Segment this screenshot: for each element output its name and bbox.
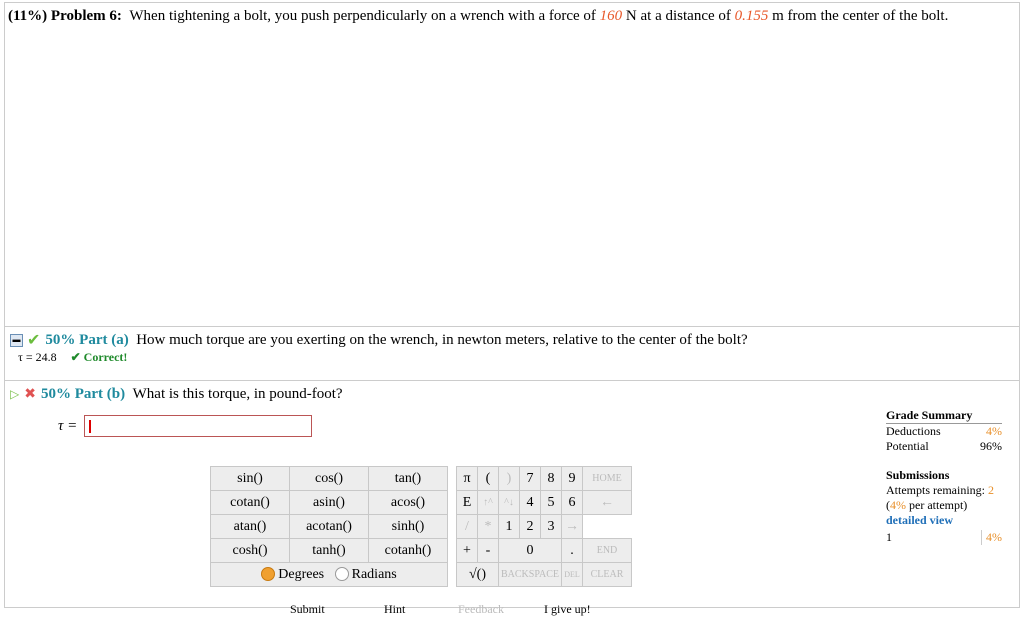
attempts-label: Attempts remaining: [886,483,985,497]
cotan-button[interactable]: cotan() [211,491,290,515]
grade-summary [886,408,1002,545]
degrees-radio[interactable] [261,567,324,582]
problem-label: Problem 6: [50,8,122,24]
potential-value: 96% [980,439,1002,453]
pi-button[interactable]: π [457,467,478,491]
part-b-weight: 50% [40,386,71,402]
home-button[interactable]: HOME [583,467,632,491]
cross-icon: ✖ [24,387,36,402]
attempts-value: 2 [987,483,994,497]
digit-1[interactable]: 1 [499,515,520,539]
atan-button[interactable]: atan() [211,515,290,539]
hint-button[interactable]: Hint [384,602,406,616]
cotanh-button[interactable]: cotanh() [369,539,448,563]
lparen-button[interactable]: ( [478,467,499,491]
answer-input[interactable] [84,415,312,437]
sinh-button[interactable]: sinh() [369,515,448,539]
deductions-label: Deductions [886,424,941,438]
asin-button[interactable]: asin() [290,491,369,515]
problem-statement [8,8,948,25]
problem-percent: (11%) [8,8,48,24]
del-button[interactable]: DEL [562,563,583,587]
feedback-button[interactable]: Feedback [458,602,504,616]
expand-arrow-icon[interactable]: ▷ [10,387,20,401]
tanh-button[interactable]: tanh() [290,539,369,563]
tan-button[interactable]: tan() [369,467,448,491]
clear-button[interactable]: CLEAR [583,563,632,587]
radians-radio[interactable] [335,567,397,582]
submission-pct: 4% [981,530,1002,545]
potential-label: Potential [886,439,929,453]
deductions-row [886,424,1002,439]
part-a-result [18,350,127,365]
cosh-button[interactable]: cosh() [211,539,290,563]
cos-button[interactable]: cos() [290,467,369,491]
digit-6[interactable]: 6 [562,491,583,515]
attempts-row [886,483,1002,498]
acotan-button[interactable]: acotan() [290,515,369,539]
correct-status: ✔ Correct! [70,350,128,364]
divider [4,326,1020,327]
part-a-header [10,330,748,350]
sin-button[interactable]: sin() [211,467,290,491]
degrees-label: Degrees [278,566,325,582]
problem-text-c: m from the center of the bolt. [772,8,949,24]
e-button[interactable]: E [457,491,478,515]
digit-7[interactable]: 7 [520,467,541,491]
angle-mode [211,563,448,587]
part-b-header [10,386,343,403]
digit-4[interactable]: 4 [520,491,541,515]
per-attempt-row [886,498,1002,513]
minus-button[interactable]: - [478,539,499,563]
detailed-view-link[interactable]: detailed view [886,513,953,527]
digit-3[interactable]: 3 [541,515,562,539]
left-arrow-button[interactable]: ← [583,491,632,515]
check-icon: ✔ [27,332,41,349]
up-button[interactable]: ↑^ [478,491,499,515]
submission-row [886,530,1002,545]
part-b-question: What is this torque, in pound-foot? [132,386,343,402]
divider [4,380,1020,381]
part-a-answer: τ = 24.8 [18,350,57,364]
dot-button[interactable]: . [562,539,583,563]
per-attempt-pct: 4% [890,498,906,512]
backspace-button[interactable]: BACKSPACE [499,563,562,587]
radians-label: Radians [351,566,397,582]
plus-button[interactable]: + [457,539,478,563]
digit-9[interactable]: 9 [562,467,583,491]
part-a-label: Part (a) [79,331,129,348]
down-button[interactable]: ^↓ [499,491,520,515]
multiply-button[interactable]: * [478,515,499,539]
give-up-button[interactable]: I give up! [544,602,591,616]
end-button[interactable]: END [583,539,632,563]
part-a-weight: 50% [45,331,76,348]
force-value: 160 [599,8,623,24]
submit-button[interactable]: Submit [290,602,325,616]
part-b-label: Part (b) [74,386,126,402]
part-a-question: How much torque are you exerting on the wrench, in newton meters, relative to the center of the bolt? [136,331,748,348]
sqrt-button[interactable]: √() [457,563,499,587]
digit-5[interactable]: 5 [541,491,562,515]
digit-0[interactable]: 0 [499,539,562,563]
acos-button[interactable]: acos() [369,491,448,515]
rparen-button[interactable]: ) [499,467,520,491]
digit-8[interactable]: 8 [541,467,562,491]
input-label: τ = [58,418,78,434]
text-cursor [89,420,91,433]
problem-text-a: When tightening a bolt, you push perpendicularly on a wrench with a force of [129,8,596,24]
radio-selected-icon [261,567,275,581]
calculator [210,466,632,587]
problem-text-b: N at a distance of [625,8,731,24]
collapse-icon[interactable]: ▬ [10,334,23,347]
per-attempt-open: ( [886,498,890,512]
submissions-title: Submissions [886,468,950,482]
radio-empty-icon [335,567,349,581]
distance-value: 0.155 [734,8,769,24]
submission-number: 1 [886,530,892,544]
divide-button[interactable]: / [457,515,478,539]
right-arrow-button[interactable]: → [562,515,583,539]
digit-2[interactable]: 2 [520,515,541,539]
deductions-value: 4% [986,424,1002,438]
grade-title: Grade Summary [886,408,1002,424]
per-attempt-rest: per attempt) [909,498,968,512]
potential-row [886,439,1002,454]
